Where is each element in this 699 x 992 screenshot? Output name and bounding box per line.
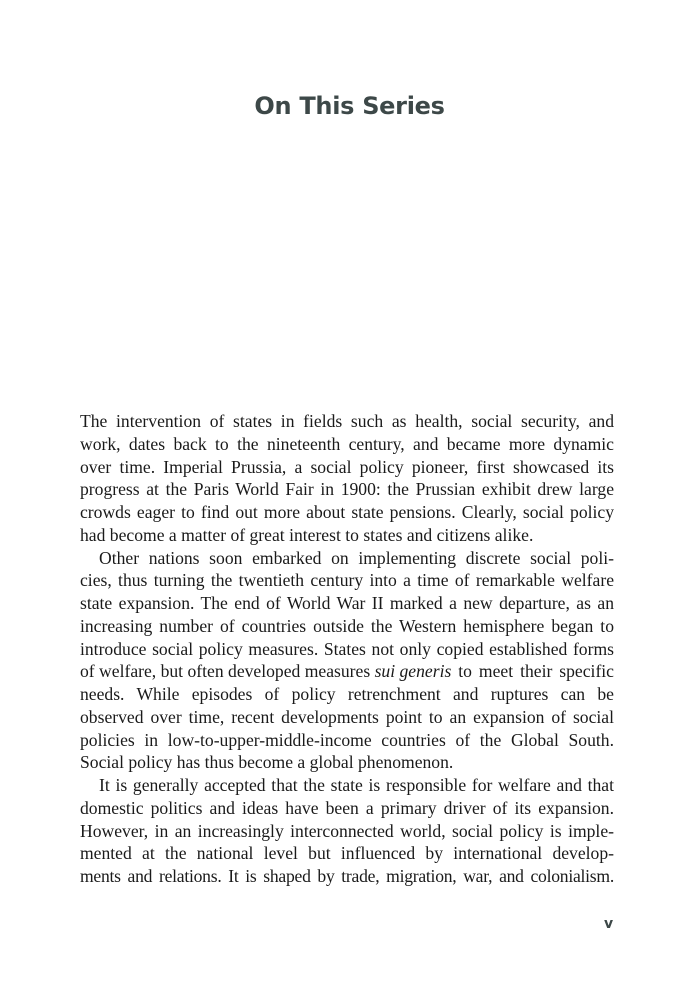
text-line: work, dates back to the nineteenth century, and became more dynamic bbox=[80, 433, 614, 454]
text-segment: to meet their specific bbox=[451, 661, 614, 682]
text-line: Other nations soon embarked on implementing discrete social poli- bbox=[99, 547, 614, 568]
text-line: introduce social policy measures. States not only copied established forms bbox=[80, 638, 614, 659]
page-number: v bbox=[604, 916, 614, 932]
italic-term: sui generis bbox=[374, 661, 452, 682]
paragraph-3 bbox=[80, 774, 614, 888]
text-line: domestic politics and ideas have been a primary driver of its expansion. bbox=[80, 797, 614, 818]
text-line: over time. Imperial Prussia, a social policy pioneer, first showcased its bbox=[80, 456, 614, 477]
text-line: policies in low-to-upper-middle-income countries of the Global South. bbox=[80, 729, 614, 750]
text-line: mented at the national level but influenced by international develop- bbox=[80, 843, 614, 864]
paragraph-1 bbox=[80, 410, 614, 547]
text-line: progress at the Paris World Fair in 1900: the Prussian exhibit drew large bbox=[80, 479, 614, 500]
text-line: ments and relations. It is shaped by trade, migration, war, and colonialism. bbox=[80, 866, 614, 886]
text-line: state expansion. The end of World War II marked a new departure, as an bbox=[80, 593, 614, 613]
text-line: The intervention of states in fields such as health, social security, and bbox=[80, 411, 614, 431]
text-line: crowds eager to find out more about state pensions. Clearly, social policy bbox=[80, 502, 614, 522]
text-line: It is generally accepted that the state is responsible for welfare and that bbox=[99, 775, 614, 795]
text-line: However, in an increasingly interconnected world, social policy is imple- bbox=[80, 820, 614, 841]
paragraph-2 bbox=[80, 547, 614, 775]
text-line bbox=[80, 660, 614, 683]
text-line: observed over time, recent developments point to an expansion of social bbox=[80, 706, 614, 727]
body-text bbox=[80, 410, 614, 888]
page-title: On This Series bbox=[254, 92, 445, 120]
text-line: Social policy has thus become a global phenomenon. bbox=[80, 752, 454, 773]
text-segment: of welfare, but often developed measures bbox=[80, 661, 375, 682]
text-line: cies, thus turning the twentieth century into a time of remarkable welfare bbox=[80, 570, 614, 591]
text-line: had become a matter of great interest to states and citizens alike. bbox=[80, 524, 534, 545]
text-line: needs. While episodes of policy retrenchment and ruptures can be bbox=[80, 684, 614, 704]
text-line: increasing number of countries outside the Western hemisphere began to bbox=[80, 615, 614, 636]
